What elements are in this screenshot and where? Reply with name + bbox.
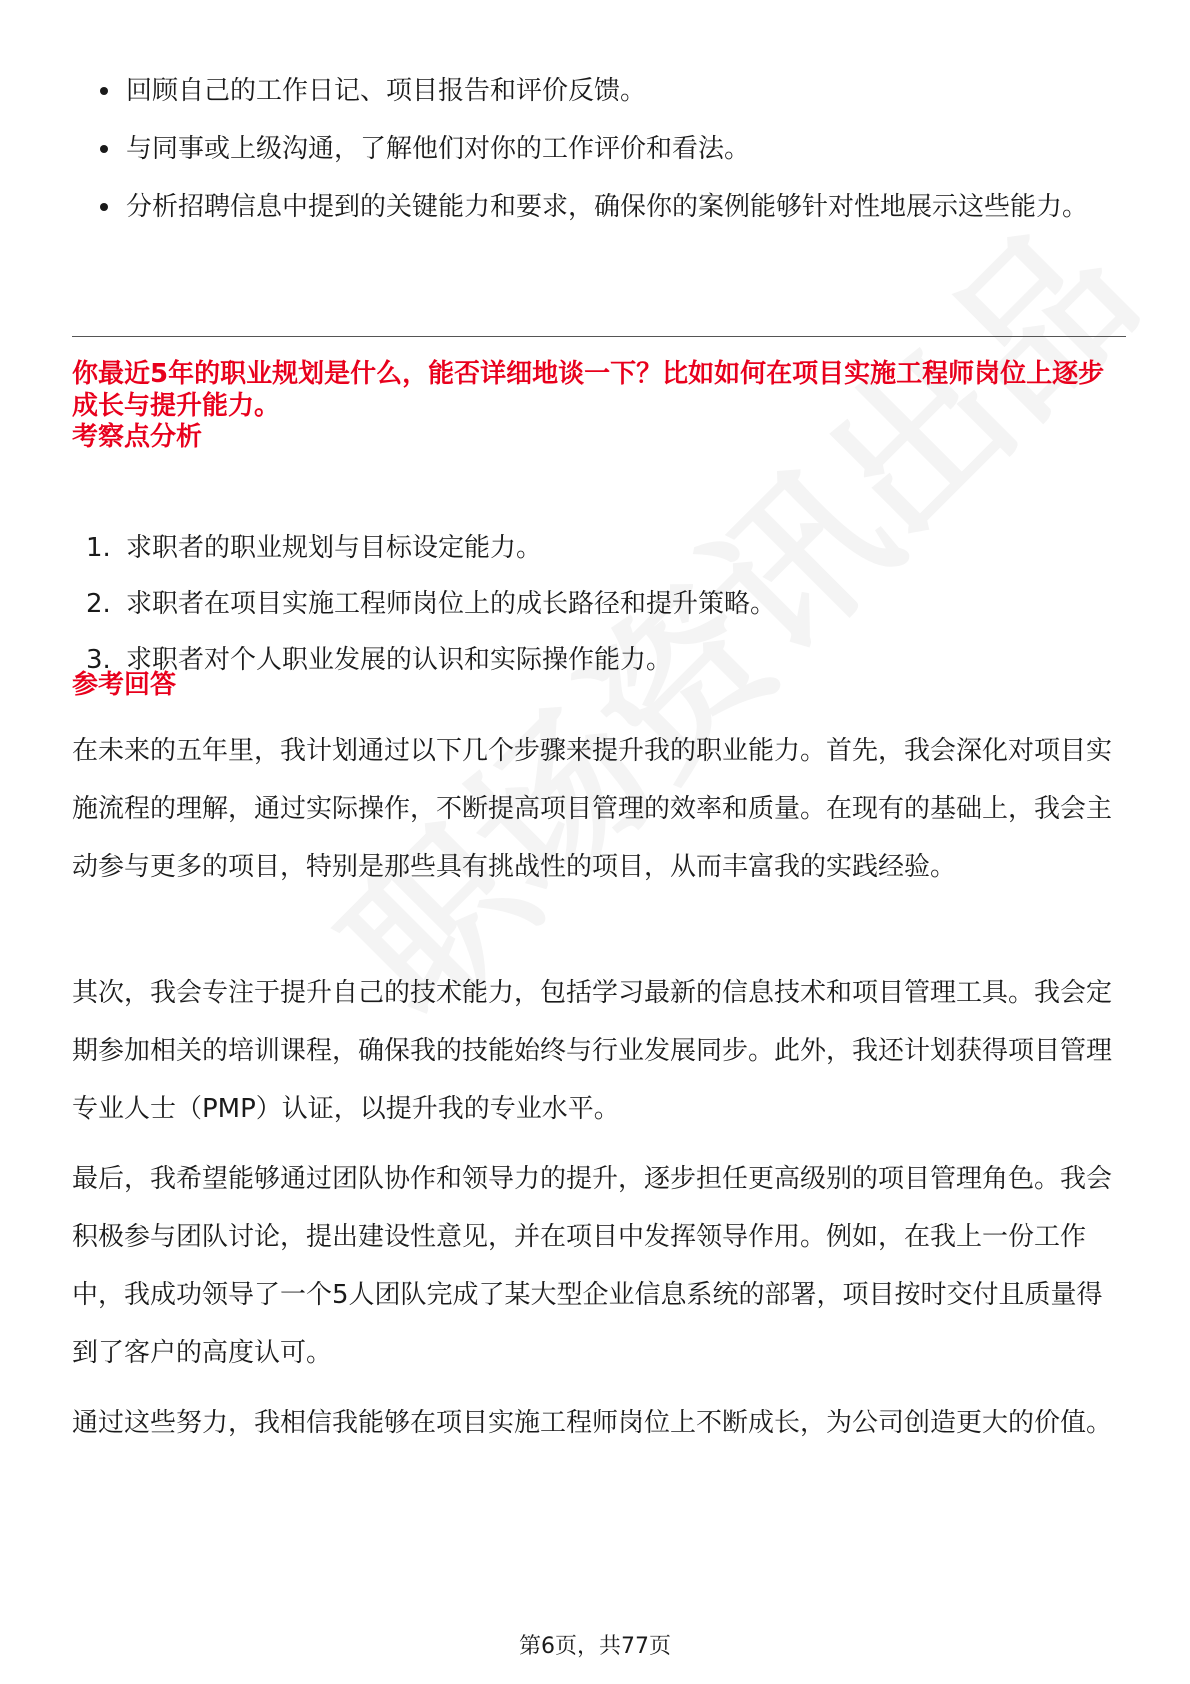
answer-heading: 参考回答 [72,670,177,700]
analysis-heading: 考察点分析 [72,422,203,452]
analysis-point [72,576,1126,632]
analysis-point [72,632,1126,688]
analysis-point-list [72,520,1126,688]
page-number-footer: 第6页，共77页 [519,1634,671,1659]
point-number: 3. [86,645,111,675]
bullet-item: 与同事或上级沟通，了解他们对你的工作评价和看法。 [72,120,1126,178]
answer-paragraph: 通过这些努力，我相信我能够在项目实施工程师岗位上不断成长，为公司创造更大的价值。 [72,1408,1113,1438]
question-heading: 你最近5年的职业规划是什么，能否详细地谈一下？比如如何在项目实施工程师岗位上逐步成长与提升能力。 [72,359,1105,421]
point-text: 求职者对个人职业发展的认识和实际操作能力。 [126,645,673,675]
section-divider [72,336,1126,337]
answer-paragraph: 在未来的五年里，我计划通过以下几个步骤来提升我的职业能力。首先，我会深化对项目实施流程的理解，通过实际操作，不断提高项目管理的效率和质量。在现有的基础上，我会主动参与更多的项目，特别是那些具有挑战性的项目，从而丰富我的实践经验。 [72,736,1113,882]
point-number: 2. [86,589,111,619]
answer-paragraph: 其次，我会专注于提升自己的技术能力，包括学习最新的信息技术和项目管理工具。我会定期参加相关的培训课程，确保我的技能始终与行业发展同步。此外，我还计划获得项目管理专业人士（PMP）认证，以提升我的专业水平。 [72,978,1113,1124]
analysis-point [72,520,1126,576]
point-text: 求职者在项目实施工程师岗位上的成长路径和提升策略。 [126,589,777,619]
intro-bullet-list [72,62,1126,236]
answer-paragraph: 最后，我希望能够通过团队协作和领导力的提升，逐步担任更高级别的项目管理角色。我会积极参与团队讨论，提出建设性意见，并在项目中发挥领导作用。例如，在我上一份工作中，我成功领导了一个5人团队完成了某大型企业信息系统的部署，项目按时交付且质量得到了客户的高度认可。 [72,1164,1113,1368]
point-text: 求职者的职业规划与目标设定能力。 [126,533,543,563]
bullet-item: 回顾自己的工作日记、项目报告和评价反馈。 [72,62,1126,120]
point-number: 1. [86,533,111,563]
bullet-item: 分析招聘信息中提到的关键能力和要求，确保你的案例能够针对性地展示这些能力。 [72,178,1126,236]
